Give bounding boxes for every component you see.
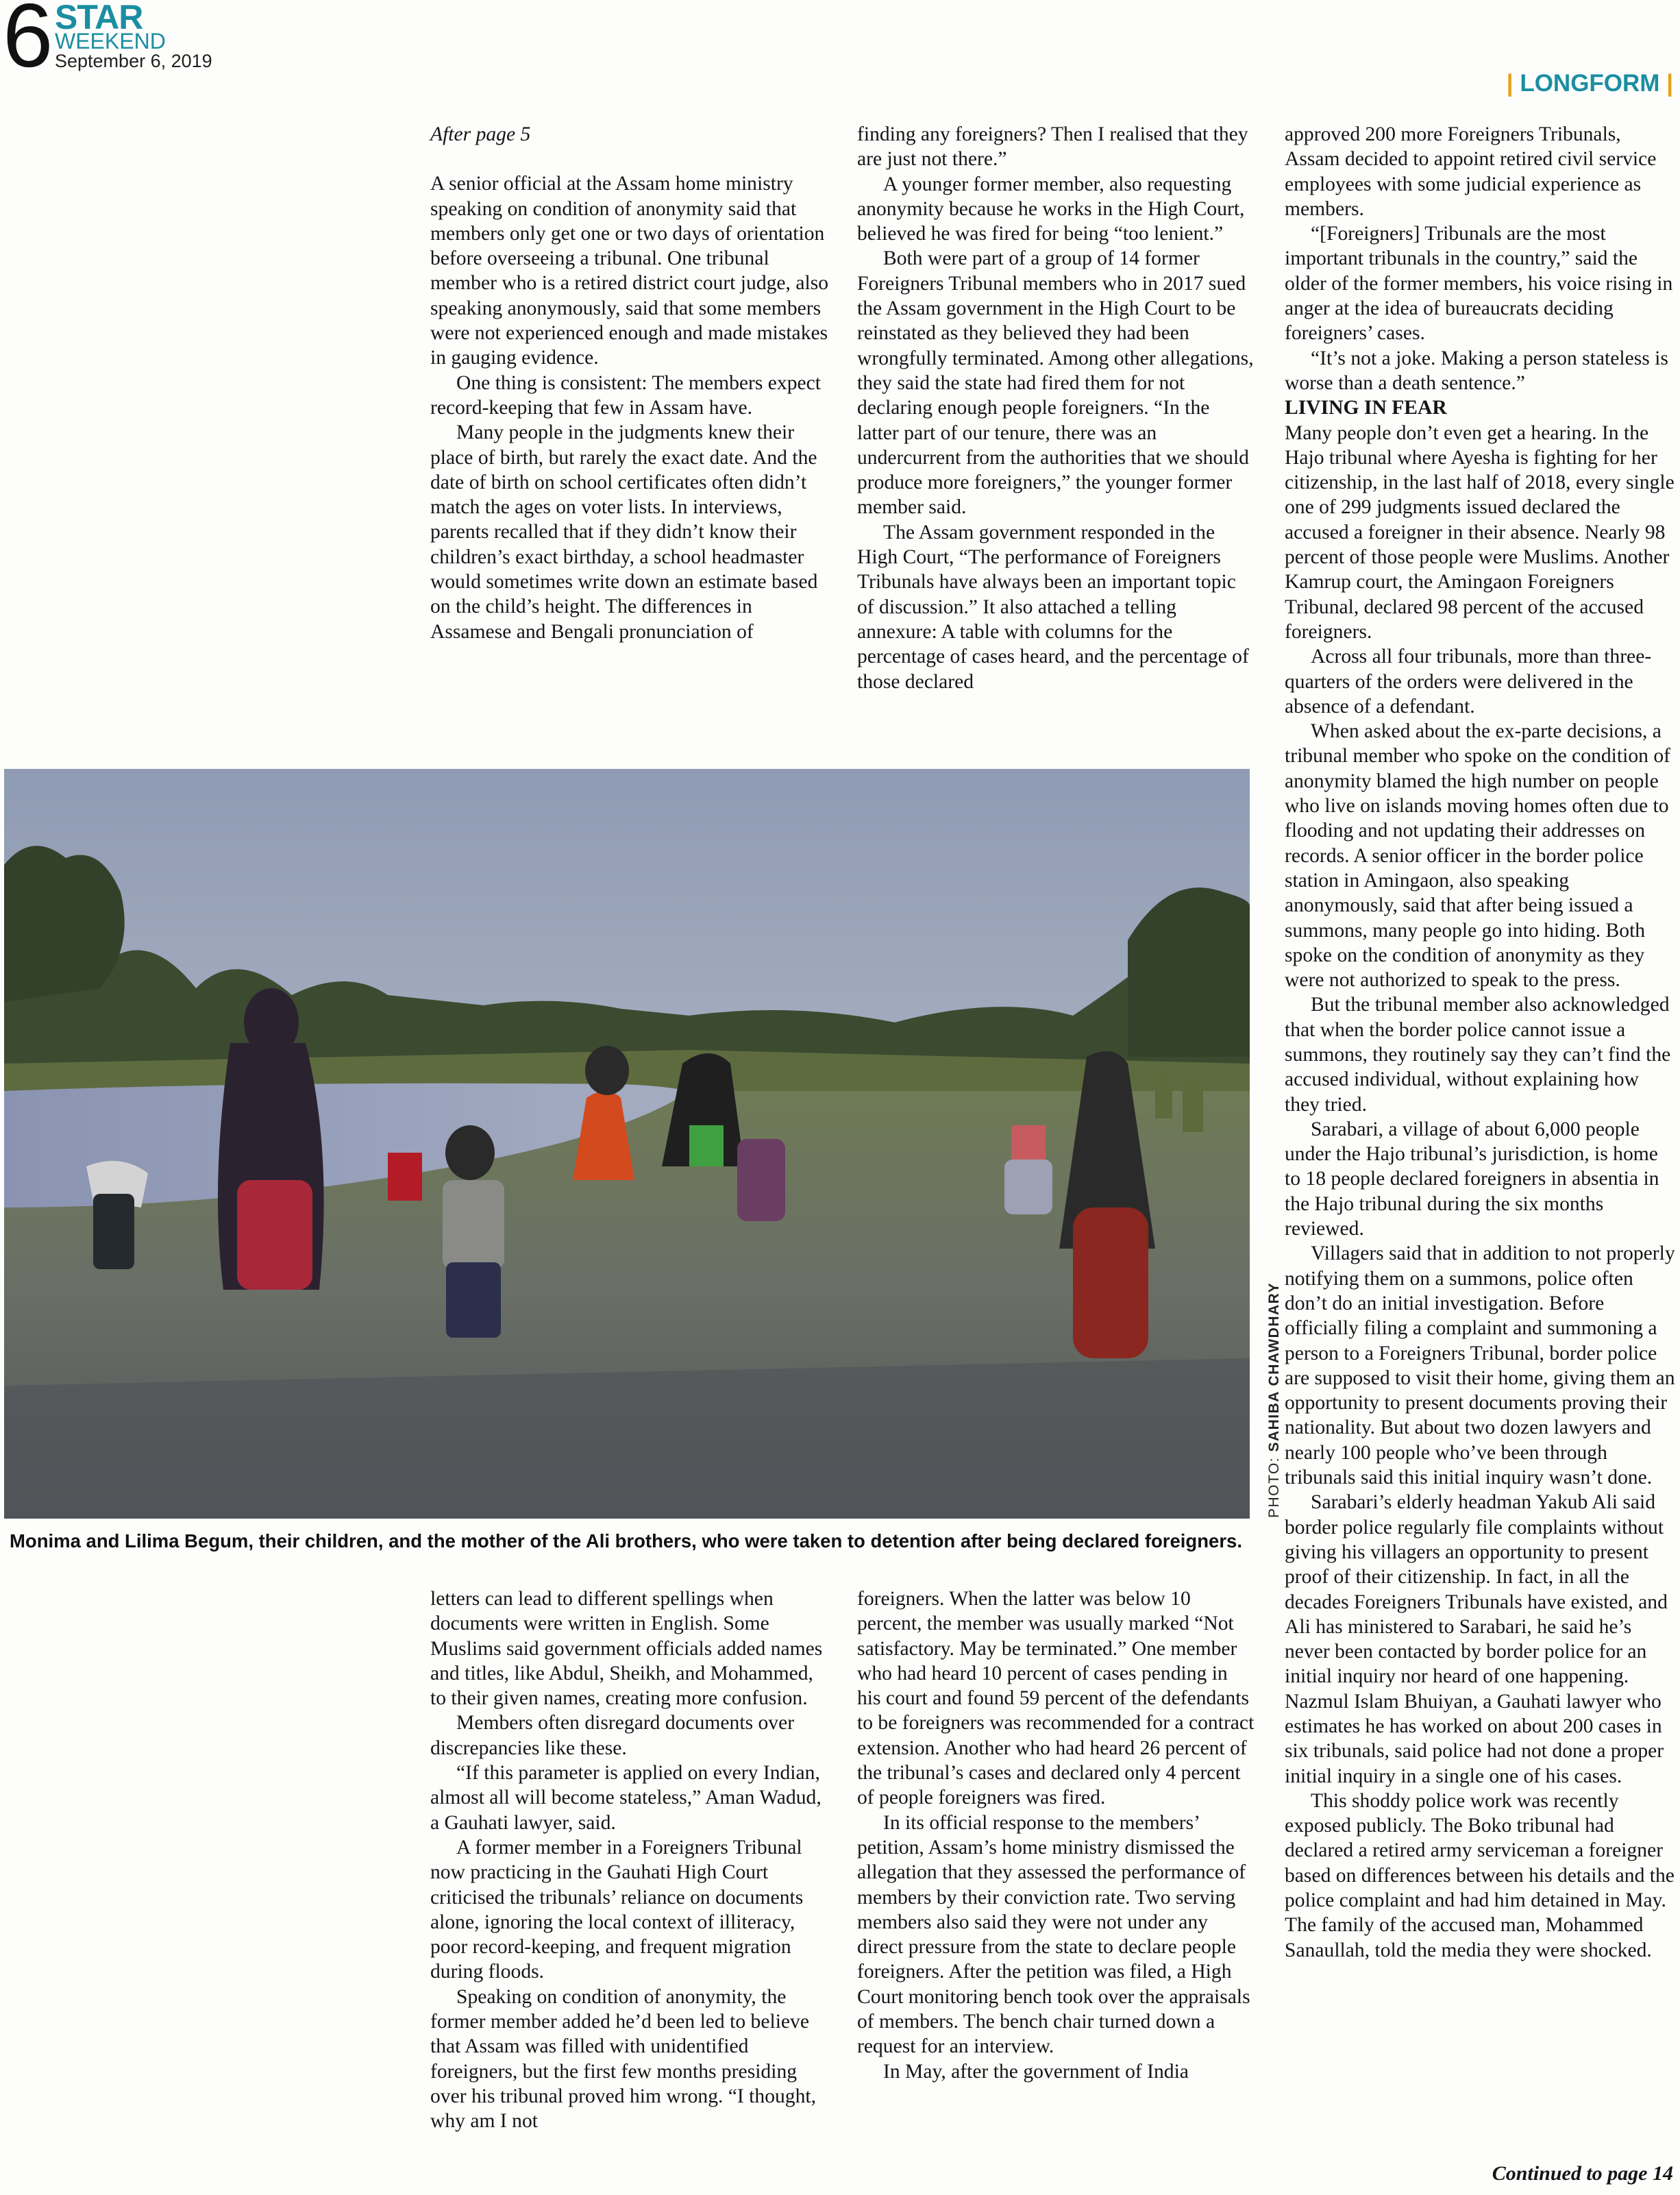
- article-column-1-bottom: [430, 1586, 829, 2134]
- photo-credit-prefix: PHOTO:: [1266, 1451, 1282, 1518]
- paragraph: A former member in a Foreigners Tribunal now practicing in the Gauhati High Court criticised the tribunals’ reliance on documents alone, ignoring the local context of illiteracy, poor record-keeping, and frequent migration during floods.: [430, 1836, 804, 1983]
- paragraph: In its official response to the members’ petition, Assam’s home ministry dismissed the allegation that they assessed the performance of members by their conviction rate. Two serving members also said they were not under any direct pressure from the state to declare people foreigners. After the petition was filed, a High Court monitoring bench took over the appraisals of members. The bench chair turned down a request for an interview.: [857, 1811, 1250, 2058]
- article-column-3: [1285, 122, 1677, 1963]
- paragraph: A senior official at the Assam home ministry speaking on condition of anonymity said that members only get one or two days of orientation before overseeing a tribunal. One tribunal member who is a retired district court judge, also speaking anonymously, said that some members were not experienced enough and made mistakes in gauging evidence.: [430, 173, 829, 369]
- paragraph: The Assam government responded in the High Court, “The performance of Foreigners Tribunals have always been an important topic of discussion.” It also attached a telling annexure: A table with columns for the percentage of cases heard, and the percentage of those declared: [857, 521, 1249, 693]
- article-column-1-top: [430, 122, 829, 644]
- paragraph: When asked about the ex-parte decisions, a tribunal member who spoke on the condition of anonymity blamed the high number on people who live on islands moving homes often due to flooding and not updating their addresses on records. A senior officer in the border police station in Amingaon, also speaking anonymously, said that after being issued a summons, many people go into hiding. Both spoke on the condition of anonymity as they were not authorized to speak to the press.: [1285, 720, 1670, 992]
- paragraph: Across all four tribunals, more than three-quarters of the orders were delivered in the absence of a defendant.: [1285, 646, 1652, 718]
- masthead-weekend: WEEKEND: [55, 29, 166, 53]
- paragraph: “If this parameter is applied on every Indian, almost all will become stateless,” Aman Wadud, a Gauhati lawyer, said.: [430, 1762, 822, 1834]
- paragraph: But the tribunal member also acknowledged that when the border police cannot issue a summons, they routinely say they can’t find the accused individual, without explaining how they tried.: [1285, 994, 1671, 1116]
- article-column-2-top: [857, 122, 1256, 694]
- paragraph: “It’s not a joke. Making a person stateless is worse than a death sentence.”: [1285, 347, 1668, 394]
- paragraph: letters can lead to different spellings when documents were written in English. Some Muslims said government officials added names and titles, like Abdul, Sheikh, and Mohammed, to their given names, creating more confusion.: [430, 1588, 823, 1710]
- photo-caption: Monima and Lilima Begum, their children, and the mother of the Ali brothers, who were taken to detention after being declared foreigners.: [10, 1530, 1242, 1552]
- photo-credit: [1266, 1282, 1283, 1518]
- paragraph: A younger former member, also requesting anonymity because he works in the High Court, believed he was fired for being “too lenient.”: [857, 173, 1245, 245]
- paragraph: Sarabari’s elderly headman Yakub Ali said border police regularly file complaints without giving his villagers an opportunity to present proof of their citizenship. In fact, in all the decades Foreigners Tribunals have existed, and Ali has ministered to Sarabari, he said he’s never been contacted by border police for an initial inquiry nor heard of one happening. Nazmul Islam Bhuiyan, a Gauhati lawyer who estimates he has worked on about 200 cases in six tribunals, said police had not done a proper initial inquiry in a single one of his cases.: [1285, 1491, 1668, 1787]
- paragraph: Many people don’t even get a hearing. In the Hajo tribunal where Ayesha is fighting for her citizenship, in the last half of 2018, every single one of 299 judgments issued declared the accused a foreigner in their absence. Nearly 98 percent of those people were Muslims. Another Kamrup court, the Amingaon Foreigners Tribunal, declared 98 percent of the accused foreigners.: [1285, 421, 1675, 643]
- photo-credit-name: SAHIBA CHAWDHARY: [1266, 1282, 1282, 1452]
- subhead: LIVING IN FEAR: [1285, 397, 1447, 419]
- paragraph: Sarabari, a village of about 6,000 people under the Hajo tribunal’s jurisdiction, is home to 18 people declared foreigners in absentia in the Hajo tribunal during the six months reviewed.: [1285, 1118, 1659, 1240]
- paragraph: foreigners. When the latter was below 10 percent, the member was usually marked “Not satisfactory. May be terminated.” One member who had heard 10 percent of cases pending in his court and found 59 percent of the defendants to be foreigners was recommended for a contract extension. Another who had heard 26 percent of the tribunal’s cases and declared only 4 percent of people foreigners was fired.: [857, 1588, 1255, 1809]
- issue-date: September 6, 2019: [55, 51, 212, 71]
- paragraph: Many people in the judgments knew their place of birth, but rarely the exact date. And the date of birth on school certificates often didn’t match the ages on voter lists. In interviews, parents recalled that if they didn’t know their children’s exact birthday, a school headmaster would sometimes write down an estimate based on the child’s height. The differences in Assamese and Bengali pronunciation of: [430, 421, 818, 643]
- section-tag: | LONGFORM |: [1506, 70, 1673, 97]
- article-column-2-bottom: [857, 1586, 1256, 2084]
- paragraph: Speaking on condition of anonymity, the former member added he’d been led to believe that Assam was filled with unidentified foreigners, but the first few months presiding over his tribunal proved him wrong. “I thought, why am I not: [430, 1985, 817, 2133]
- paragraph: This shoddy police work was recently exposed publicly. The Boko tribunal had declared a retired army serviceman a foreigner based on differences between his details and the police complaint and had him detained in May. The family of the accused man, Mohammed Sanaullah, told the media they were shocked.: [1285, 1789, 1675, 1961]
- jump-line: After page 5: [430, 123, 531, 145]
- section-label: LONGFORM: [1520, 70, 1660, 97]
- page-number: 6: [3, 0, 49, 86]
- photo-illustration: [4, 769, 1250, 1519]
- paragraph: In May, after the government of India: [883, 2060, 1189, 2083]
- paragraph: approved 200 more Foreigners Tribunals, Assam decided to appoint retired civil service employees with some judicial experience as members.: [1285, 123, 1657, 220]
- paragraph: Villagers said that in addition to not properly notifying them on a summons, police often don’t do an initial investigation. Before officially filing a complaint and summoning a person to a Foreigners Tribunal, border police are supposed to visit their home, giving them an opportunity to present documents proving their nationality. But about two dozen lawyers and nearly 100 people who’ve been through tribunals said this initial inquiry wasn’t done.: [1285, 1242, 1675, 1489]
- masthead-star: STAR: [55, 0, 143, 36]
- paragraph: finding any foreigners? Then I realised that they are just not there.”: [857, 123, 1248, 171]
- paragraph: Both were part of a group of 14 former Foreigners Tribunal members who in 2017 sued the Assam government in the High Court to be reinstated as they believed they had been wrongfully terminated. Among other allegations, they said the state had fired them for not declaring enough people foreigners. “In the latter part of our tenure, there was an undercurrent from the authorities that we should produce more foreigners,” the younger former member said.: [857, 247, 1254, 519]
- article-photo: [4, 769, 1250, 1519]
- continued-link[interactable]: Continued to page 14: [1492, 2162, 1673, 2185]
- paragraph: “[Foreigners] Tribunals are the most important tribunals in the country,” said the older of the former members, his voice rising in anger at the idea of bureaucrats deciding foreigners’ cases.: [1285, 223, 1673, 345]
- paragraph: Members often disregard documents over discrepancies like these.: [430, 1712, 795, 1759]
- paragraph: One thing is consistent: The members expect record-keeping that few in Assam have.: [430, 371, 822, 419]
